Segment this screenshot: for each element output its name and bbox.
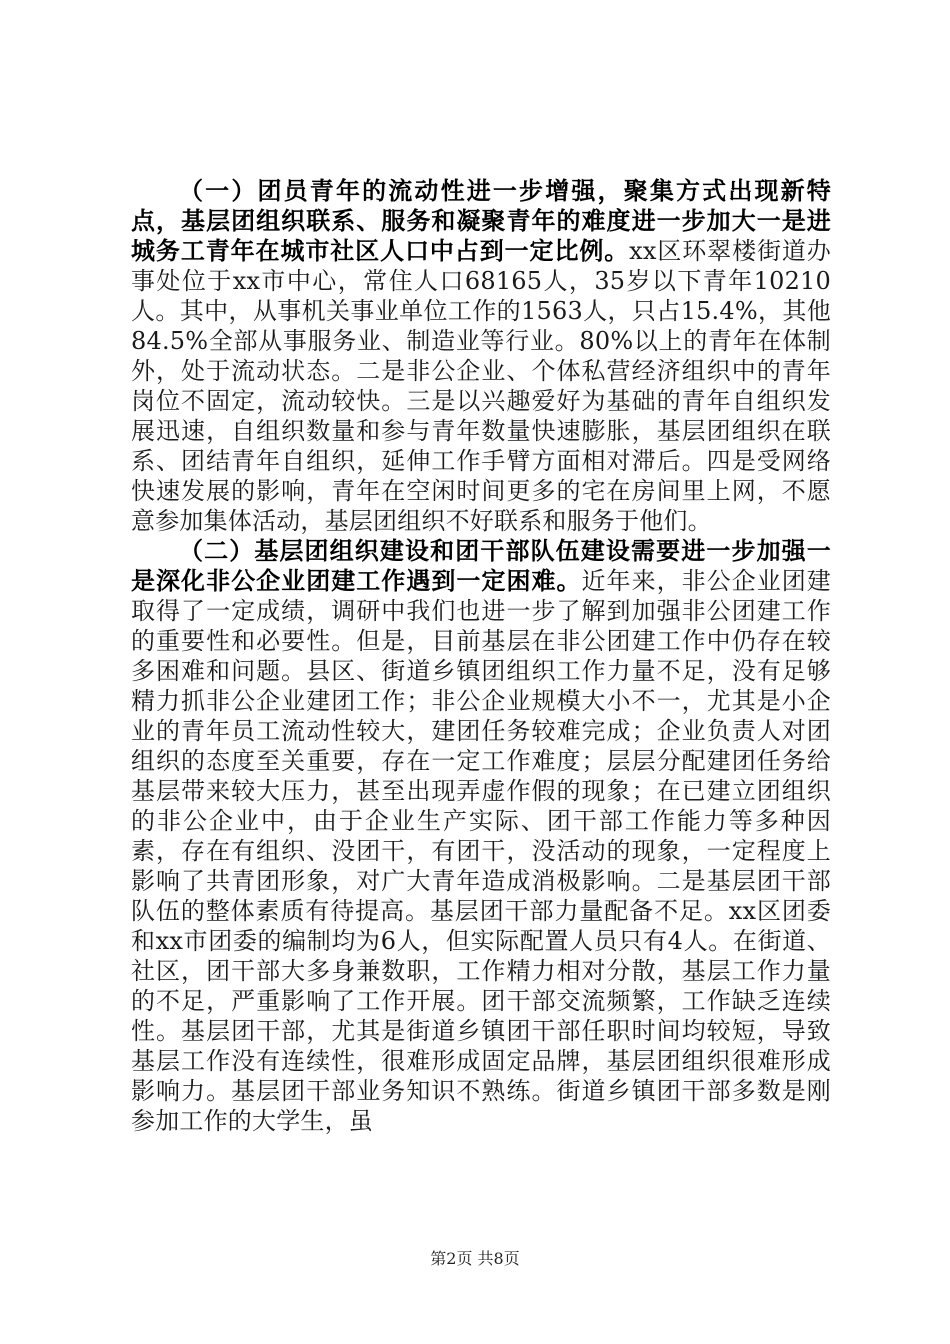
paragraph-2-heading: （二）基层团组织建设和团干部队伍建设需要进一步加强一是深化非公企业团建工作遇到一定困难。 — [131, 536, 831, 595]
page-number: 第2页 共8页 — [430, 1249, 520, 1268]
page-footer — [0, 1246, 950, 1269]
paragraph-1-heading: （一）团员青年的流动性进一步增强，聚集方式出现新特点，基层团组织联系、服务和凝聚青年的难度进一步加大一是进城务工青年在城市社区人口中占到一定比例。 — [131, 176, 831, 265]
paragraph-2-text: 近年来，非公企业团建取得了一定成绩，调研中我们也进一步了解到加强非公团建工作的重要性和必要性。但是，目前基层在非公团建工作中仍存在较多困难和问题。县区、街道乡镇团组织工作力量不足，没有足够精力抓非公企业建团工作；非公企业规模大小不一，尤其是小企业的青年员工流动性较大，建团任务较难完成；企业负责人对团组织的态度至关重要，存在一定工作难度；层层分配建团任务给基层带来较大压力，甚至出现弄虚作假的现象；在已建立团组织的非公企业中，由于企业生产实际、团干部工作能力等多种因素，存在有组织、没团干，有团干，没活动的现象，一定程度上影响了共青团形象，对广大青年造成消极影响。二是基层团干部队伍的整体素质有待提高。基层团干部力量配备不足。xx区团委和xx市团委的编制均为6人，但实际配置人员只有4人。在街道、社区，团干部大多身兼数职，工作精力相对分散，基层工作力量的不足，严重影响了工作开展。团干部交流频繁，工作缺乏连续性。基层团干部，尤其是街道乡镇团干部任职时间均较短，导致基层工作没有连续性，很难形成固定品牌，基层团组织很难形成影响力。基层团干部业务知识不熟练。街道乡镇团干部多数是刚参加工作的大学生，虽 — [131, 567, 831, 1135]
paragraph-2 — [131, 536, 831, 1136]
paragraph-1 — [131, 176, 831, 536]
paragraph-1-text: xx区环翠楼街道办事处位于xx市中心，常住人口68165人，35岁以下青年10210人。其中，从事机关事业单位工作的1563人，只占15.4%，其他84.5%全部从事服务业、制造业等行业。80%以上的青年在体制外，处于流动状态。二是非公企业、个体私营经济组织中的青年岗位不固定，流动较快。三是以兴趣爱好为基础的青年自组织发展迅速，自组织数量和参与青年数量快速膨胀，基层团组织在联系、团结青年自组织，延伸工作手臂方面相对滞后。四是受网络快速发展的影响，青年在空闲时间更多的宅在房间里上网，不愿意参加集体活动，基层团组织不好联系和服务于他们。 — [131, 237, 832, 535]
document-body — [131, 176, 831, 1136]
